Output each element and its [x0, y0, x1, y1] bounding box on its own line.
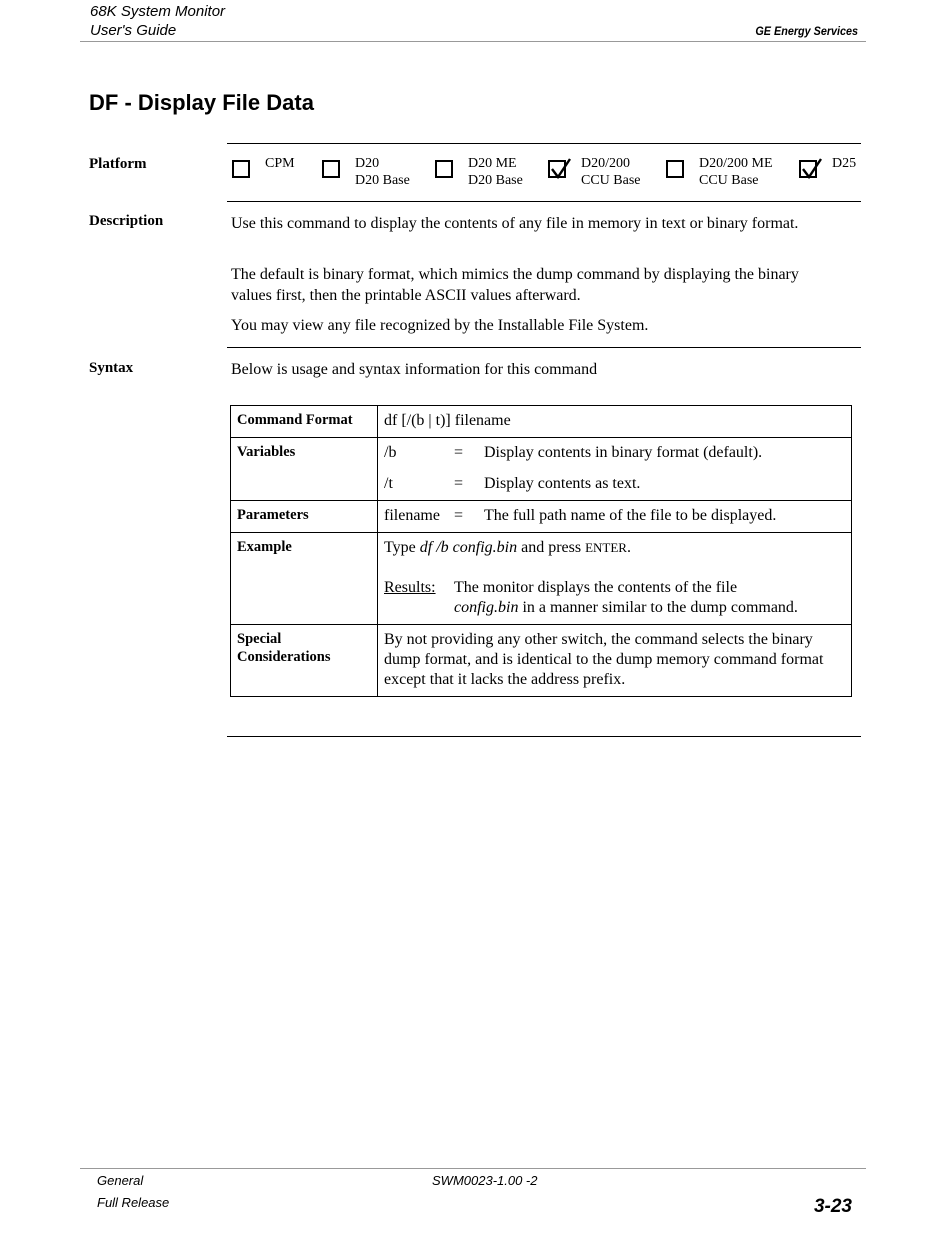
platform-option-sublabel: CCU Base	[581, 173, 641, 188]
special-label-line-2: Considerations	[237, 649, 331, 665]
parameters-cell	[378, 501, 852, 533]
platform-option-label: D20 ME	[468, 156, 517, 171]
description-paragraph-2: The default is binary format, which mimics the dump command by displaying the binary values first, then the printable ASCII values afterward.	[231, 266, 799, 304]
platform-option-label: D20	[355, 156, 380, 171]
example-press: and press	[521, 539, 582, 556]
table-row	[231, 625, 852, 697]
checkmark-icon	[549, 156, 573, 180]
variable-description: Display contents as text.	[484, 475, 641, 492]
syntax-label: Syntax	[89, 360, 134, 376]
results-block	[384, 578, 845, 618]
example-type: Type	[384, 539, 416, 556]
platform-options	[232, 155, 862, 191]
platform-option-sublabel: D20 Base	[468, 173, 523, 188]
platform-option-sublabel: CCU Base	[699, 173, 759, 188]
example-period: .	[626, 539, 631, 556]
results-line-2	[454, 598, 798, 618]
footer-divider	[80, 1168, 866, 1169]
platform-label: Platform	[89, 156, 147, 172]
example-line	[384, 538, 845, 558]
results-text	[454, 578, 798, 618]
page-title: DF - Display File Data	[89, 90, 314, 115]
variable-name: /t	[384, 475, 393, 492]
platform-option-label: D20/200 ME	[699, 156, 773, 171]
description-label: Description	[89, 213, 164, 229]
footer-classification: General	[97, 1173, 144, 1188]
checkbox-d20-200-me[interactable]	[666, 160, 684, 178]
parameter-line	[384, 506, 845, 526]
platform-option-d20-me	[435, 155, 523, 189]
variable-name: /b	[384, 444, 397, 461]
parameter-equals: =	[454, 507, 464, 524]
variables-label: Variables	[231, 438, 378, 501]
variable-equals: =	[454, 444, 464, 461]
special-label-line-1: Special	[237, 631, 282, 647]
checkbox-cpm[interactable]	[232, 160, 250, 178]
header-title-line2: User's Guide	[90, 22, 177, 39]
table-row	[231, 438, 852, 501]
parameter-description: The full path name of the file to be displayed.	[484, 507, 777, 524]
platform-bottom-rule	[227, 201, 861, 202]
parameter-name: filename	[384, 507, 440, 524]
platform-option-d25	[799, 155, 856, 178]
example-command: df /b config.bin	[419, 539, 518, 556]
syntax-table	[230, 405, 852, 697]
platform-option-label: CPM	[265, 156, 295, 171]
variables-cell	[378, 438, 852, 501]
variable-line	[384, 443, 845, 463]
results-line-2-text: in a manner similar to the dump command.	[522, 599, 798, 616]
variable-equals: =	[454, 475, 464, 492]
table-row	[231, 501, 852, 533]
platform-option-label: D25	[832, 156, 857, 171]
checkbox-d20-200[interactable]	[548, 160, 566, 178]
special-considerations-text: By not providing any other switch, the command selects the binary dump format, and is identical to the dump memory command format except that it lacks the address prefix.	[378, 625, 852, 697]
header-title-line1: 68K System Monitor	[90, 3, 226, 20]
command-format-label: Command Format	[231, 406, 378, 438]
header-title	[90, 2, 225, 40]
platform-option-cpm	[232, 155, 295, 178]
page-number: 3-23	[813, 1196, 852, 1217]
variable-description: Display contents in binary format (default).	[484, 444, 763, 461]
command-format-value: df [/(b | t)] filename	[378, 406, 852, 438]
description-paragraph-1: Use this command to display the contents of any file in memory in text or binary format.	[231, 215, 799, 232]
table-row	[231, 406, 852, 438]
checkmark-icon	[800, 156, 824, 180]
example-cell	[378, 533, 852, 625]
syntax-intro: Below is usage and syntax information for this command	[231, 361, 598, 378]
parameters-label: Parameters	[231, 501, 378, 533]
table-row	[231, 533, 852, 625]
example-label: Example	[231, 533, 378, 625]
description-paragraph-3: You may view any file recognized by the Installable File System.	[231, 317, 649, 334]
platform-top-rule	[227, 143, 861, 144]
description-bottom-rule	[227, 347, 861, 348]
results-line-1: The monitor displays the contents of the file	[454, 579, 738, 596]
results-file: config.bin	[454, 599, 519, 616]
platform-option-d20-200-me	[666, 155, 773, 189]
header-divider	[80, 41, 866, 42]
variable-line	[384, 474, 845, 494]
checkbox-d20-me[interactable]	[435, 160, 453, 178]
syntax-bottom-rule	[227, 736, 861, 737]
platform-option-label: D20/200	[581, 156, 630, 171]
example-key: ENTER	[585, 540, 627, 555]
header-company: GE Energy Services	[755, 24, 858, 38]
results-label: Results:	[384, 579, 436, 596]
platform-option-sublabel: D20 Base	[355, 173, 410, 188]
platform-option-d20-200	[548, 155, 641, 189]
special-considerations-label	[231, 625, 378, 697]
footer-doc-id: SWM0023-1.00 -2	[432, 1173, 538, 1188]
footer-release: Full Release	[97, 1195, 170, 1210]
checkbox-d25[interactable]	[799, 160, 817, 178]
checkbox-d20[interactable]	[322, 160, 340, 178]
platform-option-d20	[322, 155, 410, 189]
